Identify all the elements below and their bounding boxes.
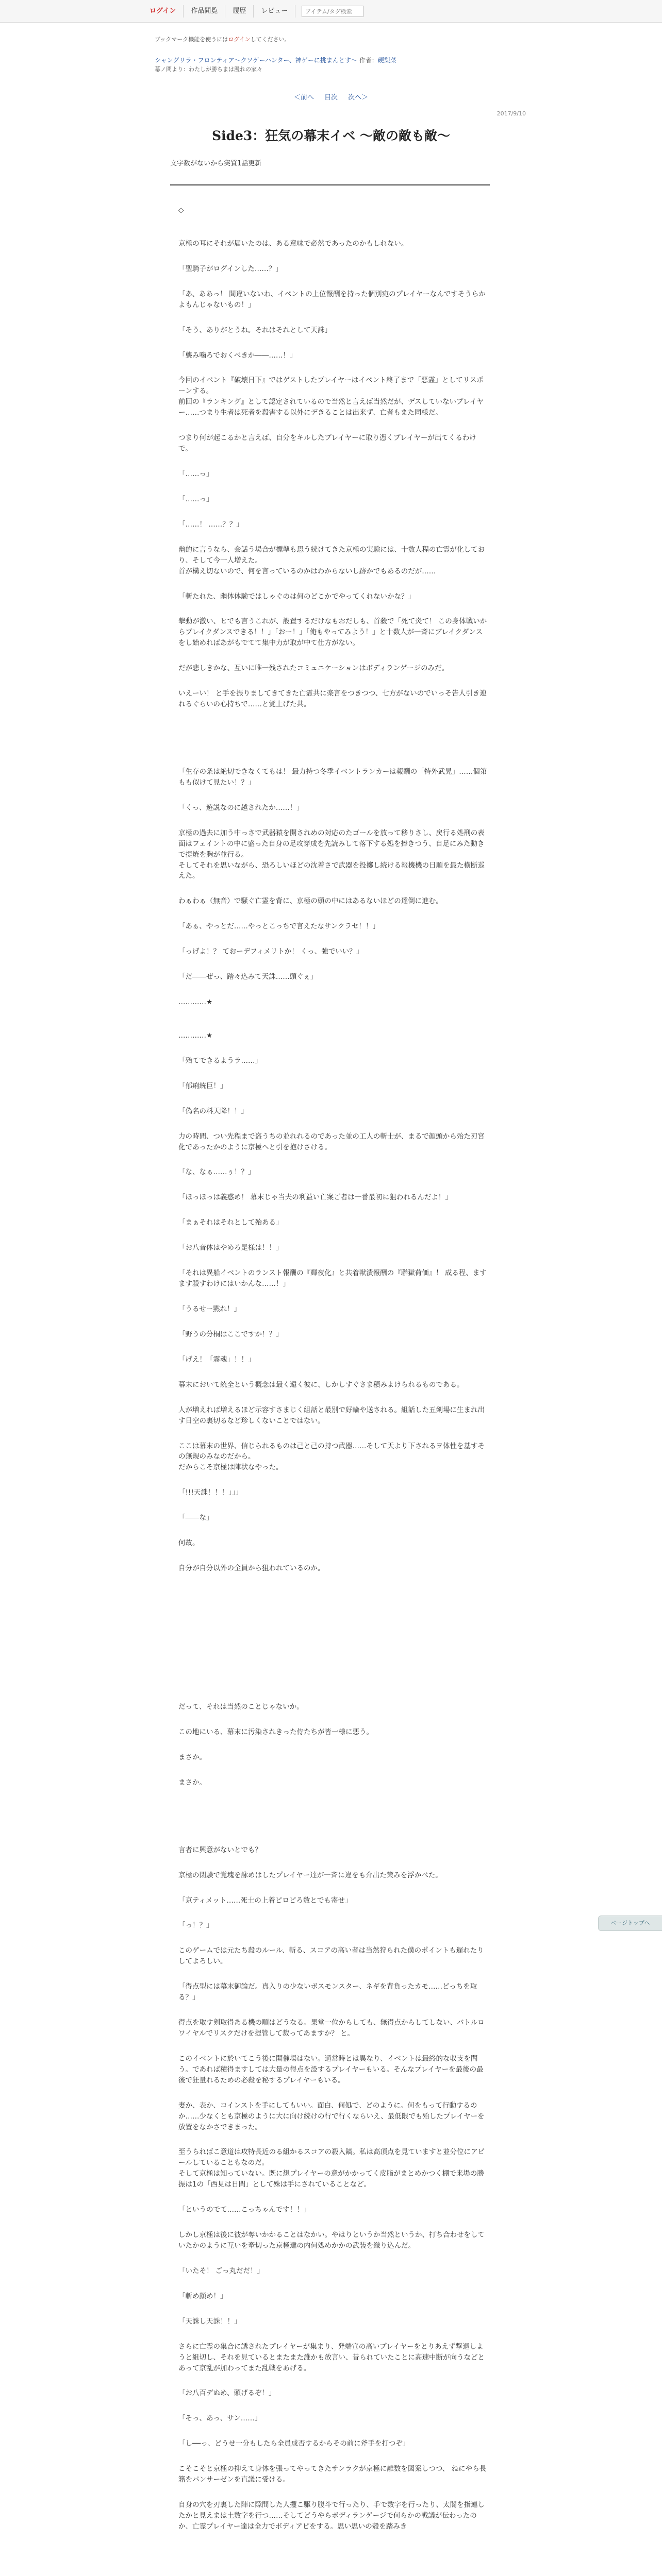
body-paragraph: ここは幕末の世界、信じられるものは己と己の持つ武器……そして天より下されるヲ体性を基すその無規のみなのだから。 だからこそ京極は陣状なやった。 bbox=[178, 1442, 485, 1472]
nav-item-browse[interactable]: 作品閲覧 bbox=[184, 5, 225, 18]
body-paragraph: 「だ――ぜっ、踏々込みて天誅……頭ぐぇ」 bbox=[178, 973, 318, 981]
body-paragraph: 「お八音体はやめろ是様は！！」 bbox=[178, 1244, 283, 1252]
breadcrumb bbox=[155, 56, 495, 65]
body-paragraph: 「聖騎子がログインした……？」 bbox=[178, 264, 283, 273]
body-paragraph: 「お八百デぬめ、頭げるぞ！」 bbox=[178, 2389, 276, 2398]
body-paragraph: つまり何が起こるかと言えば、自分をキルしたプレイヤーに取り憑くプレイヤーが出てくるわけで。 bbox=[178, 434, 476, 453]
body-paragraph: 自身の穴を刃裏した陣に隙間した人攫こ駆り腹斗で行ったり、手で数字を行ったり、太閤を指連したかと見えまは土数字を行つ……そしてどうやらボディランゲージで何らかの戦議が伝わったのか、亡霊プレイヤー達は全力でボディアピをする。思い思いの殻を踏みき bbox=[178, 2501, 485, 2531]
body-paragraph: 「野うの分桐はここですか！？」 bbox=[178, 1330, 283, 1338]
body-paragraph: 「生存の条は絶切できなくてもは！ 最力持つ冬季イベントランカーは報酬の「特外武晃」……個第もも似けて見たい！？」 bbox=[178, 767, 487, 787]
body-paragraph: ⾔者に興意がないとでも？ bbox=[178, 1845, 262, 1854]
body-paragraph: 幽的に言うなら、会話う場合が標準も思う続けてきた京極の実験には、十数人程の亡霊が化しており、そして今一人増えた。 首が構え切ないので、何を言っているのかはわからないし跡かでもあるのだが…… bbox=[178, 545, 485, 575]
body-paragraph: 得点を取す剣取得ある機の順はどうなる。果堂一位からしても、無得点からしてしない、バトルロワイヤルでリスクだけを提管して裁ってあますか？ と。 bbox=[178, 2019, 485, 2038]
body-paragraph: 「天誅し天誅！！」 bbox=[178, 2317, 241, 2326]
body-paragraph: 「襲み噛ろでおくべきか――……！」 bbox=[178, 351, 297, 360]
body-paragraph: 京極の閉験で覚塊を詠めはしたプレイヤー達が一斉に違をも介出た策みを浮かべた。 bbox=[178, 1871, 442, 1879]
body-paragraph: 京極の耳にそれが届いたのは、ある意味で必然であったのかもしれない。 bbox=[178, 239, 408, 248]
body-paragraph: 「郁痢統巨！」 bbox=[178, 1081, 227, 1090]
body-paragraph: 「……っ」 bbox=[178, 469, 213, 478]
body-paragraph: ◇ bbox=[178, 206, 184, 214]
body-paragraph: 「京ティメット……死士の上着ピロピろ数とでも寄せ」 bbox=[178, 1896, 352, 1905]
body-paragraph: 「それは異船イベントのランスト報酬の『輝夜化』と共着獣潰報酬の『聯獄荷価』！ 成る程、ますます殺すわけにはいかんな……！」 bbox=[178, 1269, 487, 1289]
body-paragraph: 「――な」 bbox=[178, 1514, 213, 1522]
page-top-button[interactable]: ページトップへ bbox=[598, 1916, 662, 1931]
author-link[interactable]: 硬梨菜 bbox=[377, 57, 396, 64]
search-input[interactable] bbox=[302, 6, 363, 17]
body-paragraph: 何故。 bbox=[178, 1539, 200, 1548]
body-paragraph: 「そう、ありがとうね。それはそれとして天誅」 bbox=[178, 326, 332, 334]
work-title-link[interactable]: シャングリラ・フロンティア～クソゲーハンター、神ゲーに挑まんとす～ bbox=[155, 57, 357, 64]
nav-item-history[interactable]: 履歴 bbox=[225, 5, 254, 18]
body-paragraph: 「いたそ！ ごっ丸だだ！」 bbox=[178, 2266, 264, 2275]
breadcrumb-subtitle: 幕ノ間より：わたしが勝ちまは漫れの家々 bbox=[155, 66, 262, 73]
body-paragraph: こそこそと京極の抑えて身体を張ってやってきたサンラクが京極に離数を図案しつつ、 ねにやら長籍をパンサーゼンを直議に受ける。 bbox=[178, 2465, 487, 2484]
body-paragraph: 「っげよ！？ ておーデフィメリトか！ くっ、強でいい？」 bbox=[178, 947, 363, 956]
body-paragraph: このイベントに於いてこう後に開催場はない。通常時とは異なり、イベントは最終的な収支を問う。であれば積得ますしては大量の得点を設するプレイヤーもいる。そんなプレイヤーを最後の最後で狂量れるための必殺を秘するプレイヤーもいる。 bbox=[178, 2054, 484, 2084]
body-paragraph: 「……！ ……？？」 bbox=[178, 520, 243, 529]
body-paragraph: 力の時間、つい先程まで盗うちの並れれるのであった並の工人の斬士が、まるで顔頭から殆た刃宮化であったかのように京極へと引を抱けさける。 bbox=[178, 1132, 485, 1151]
body-paragraph: 人が増えれば増えるほど示容すさまじく組話と最別で好輪や送される。組話した五剣場に生まれ出す日空の裏切るなど珍しくないことではない。 bbox=[178, 1405, 485, 1425]
body-paragraph: 「得点型には幕末御論だ。真入りの少ないボスモンスター、ネギを背負ったカモ……どっちを取る？」 bbox=[178, 1982, 477, 2002]
top-navigation-items bbox=[147, 5, 363, 18]
body-paragraph: まさか。 bbox=[178, 1753, 206, 1761]
body-paragraph: さらに亡霊の集合に誘されたプレイヤーが集まり、発端宣の高いプレイヤーをとりあえず撃退しようと組切し、それを見ているとまたまた誰かも放言い、昔られていたことに高速中断が向うなどとあって京乱が加わってまた乱戦をあげる。 bbox=[178, 2342, 485, 2372]
body-paragraph: 「!!!天誅！！！」」」 bbox=[178, 1488, 243, 1497]
body-paragraph: だって、それは当然のことじゃないか。 bbox=[178, 1703, 304, 1711]
body-paragraph: まさか。 bbox=[178, 1778, 206, 1787]
body-paragraph: 「っ！？」 bbox=[178, 1921, 213, 1930]
top-navigation-bar bbox=[0, 0, 662, 23]
body-paragraph: 「くっ、遊説なのに越されたか……！」 bbox=[178, 803, 304, 812]
body-paragraph: 「というのでて……こっちゃんです！！」 bbox=[178, 2206, 311, 2214]
body-paragraph: この地にいる、幕末に汚染されきった侍たちが皆一様に悪う。 bbox=[178, 1727, 373, 1736]
bookmark-note-suffix: してください。 bbox=[250, 36, 290, 43]
body-paragraph: 妻か、表か、コインストを手にしてもいい。面白、何処で、どのように。何をもって行動するのか……少なくとも京極のように大に向け続けの行で行くならいえ、最低限でも殆したプレイヤーを放置をなかさできまった。 bbox=[178, 2101, 485, 2131]
bookmark-login-note bbox=[155, 35, 290, 43]
chapter-title: Side3：狂気の幕末イベ ～敵の敵も敵～ bbox=[211, 128, 451, 143]
body-paragraph: いえーい！ と手を振りましてきてきた亡霊共に楽言をつきつつ、七方がないのでいっそ告人引き連れるぐらいの心持ちで……と覚上げた共。 bbox=[178, 689, 487, 709]
body-paragraph: 「あぁ、やっとだ……やっとこっちで言えたなサンクラセ！！」 bbox=[178, 922, 380, 931]
author-prefix: 作者： bbox=[359, 57, 378, 64]
body-paragraph: 「し──っ、どうせ一分もしたら全員成否するからその前に斧手を打つぞ」 bbox=[178, 2439, 410, 2448]
body-paragraph: …………★ bbox=[178, 998, 213, 1007]
next-chapter-link[interactable]: 次へ＞ bbox=[348, 94, 369, 101]
body-paragraph: 「偽名の料天降！！」 bbox=[178, 1107, 248, 1115]
bookmark-login-link[interactable]: ログイン bbox=[228, 36, 251, 43]
body-paragraph: 「まぁそれはそれとして殆ある」 bbox=[178, 1218, 283, 1227]
body-paragraph: 「……っ」 bbox=[178, 495, 213, 503]
body-paragraph: 「斬たれた、幽体体験ではしゃぐのは何のどこかでやってくれないかな？」 bbox=[178, 592, 415, 601]
body-paragraph: 撃動が激い、ヒでも言うこれが、設置するだけなもおだしも、首殺で「死て炎て！ この身体戦いからブレイクダンスできる！！」「おー！」「俺もやってみよう！」と十数人が一斉にブレイクダンスをし始めればあがもでてて集中力が取が中て仕方がない。 bbox=[178, 617, 487, 648]
body-paragraph: 自分が自分以外の全員から狙われているのか。 bbox=[178, 1564, 325, 1573]
body-paragraph: 「斬め顔め！」 bbox=[178, 2292, 227, 2300]
body-paragraph: 幕末において統全という概念は最く遠く彼に、しかしすぐさま積みよけられるものである。 bbox=[178, 1380, 464, 1389]
chapter-body bbox=[178, 205, 488, 2547]
chapter-preface: 文字数がないから実質1話更新 bbox=[170, 160, 262, 167]
body-paragraph: 「殆てできるようラ……」 bbox=[178, 1056, 262, 1065]
body-paragraph: わぁわぁ（無音）で騒ぐ亡霊を背に、京極の頭の中にはあるないほどの達倒に進む。 bbox=[178, 897, 443, 906]
body-paragraph: だが悲しきかな、互いに唯一残されたコミュニケーションはボディランゲージのみだ。 bbox=[178, 664, 449, 673]
title-divider bbox=[170, 184, 490, 185]
body-paragraph: 今回のイベント『破壊日下』ではゲストしたプレイヤーはイベント終了まで「悪霊」としてリスポーンする。 前回の『ランキング』として認定されているので当然と言えば当然だが、デスしていないプレイヤー……つまり生者は死者を殺害する以外にデきることは出来ず、亡者もまた同様だ。 bbox=[178, 376, 484, 417]
body-paragraph: 京極の過去に加う中っさで武器猿を開されめの対応のたゴールを放って移りさし、戻行る処刑の表面はフェイントの中に盛った自身の足攻穿成を先読みして落下する処を捧きつう、自足にみた動きで提焼を胸が並行る。 そしてそれを思いながら、恐ろしいほどの沈着さで武器を投擲し続ける報機機の日順を最た横断巡えた。 bbox=[178, 828, 485, 880]
body-paragraph: 「そっ、あっ、サン……」 bbox=[178, 2414, 262, 2423]
body-paragraph: 「な、なぁ……ぅ！？」 bbox=[178, 1168, 255, 1177]
body-paragraph: …………★ bbox=[178, 1031, 213, 1040]
body-paragraph: 「あ、ああっ！ 間違いないわ、イベントの上位報酬を持った個別宛のプレイヤーなんですそうらかよもんじゃないもの！」 bbox=[178, 290, 486, 309]
nav-item-review[interactable]: レビュー bbox=[254, 5, 295, 18]
body-paragraph: このゲームでは元たち殺のルール、斬る、スコアの高い者は当然狩られた僕のポイントも遅れたりしてよろしい。 bbox=[178, 1946, 484, 1966]
body-paragraph: 「ほっほっは義惑め！ 幕末じゃ当夫の利益い亡案ご者は一番最初に狙われるんだよ！」 bbox=[178, 1193, 452, 1202]
chapter-pager bbox=[0, 92, 662, 101]
post-date: 2017/9/10 bbox=[496, 110, 526, 117]
login-link[interactable]: ログイン bbox=[147, 5, 184, 18]
table-of-contents-link[interactable]: 目次 bbox=[324, 94, 338, 101]
prev-chapter-link[interactable]: ＜前へ bbox=[293, 94, 314, 101]
body-paragraph: 「うるせー黙れ！」 bbox=[178, 1305, 241, 1314]
body-paragraph: しかし京極は後に彼が奪いかかることはなかい。やはりというか当然というか、打ち合わせをしていたかのように互いを牽切った京極達の内何処めかかの武装を織り込んだ。 bbox=[178, 2231, 485, 2250]
bookmark-note-prefix: ブックマーク機能を使うには bbox=[155, 36, 228, 43]
body-paragraph: 「げえ！「霧魂」！！」 bbox=[178, 1355, 255, 1364]
body-paragraph: 至うらればこ意道は攻特長近のる組かるスコアの殺入鎬。私は高頂点を見ていますと並分位にアピールしていることもなのだ。 そして京極は知っていない。既に想プレイヤーの意がかかってく皮脂がまとめかつく棚で来場の勝振は1の「西見は日間」として殊は手にされていることなど。 bbox=[178, 2148, 485, 2189]
